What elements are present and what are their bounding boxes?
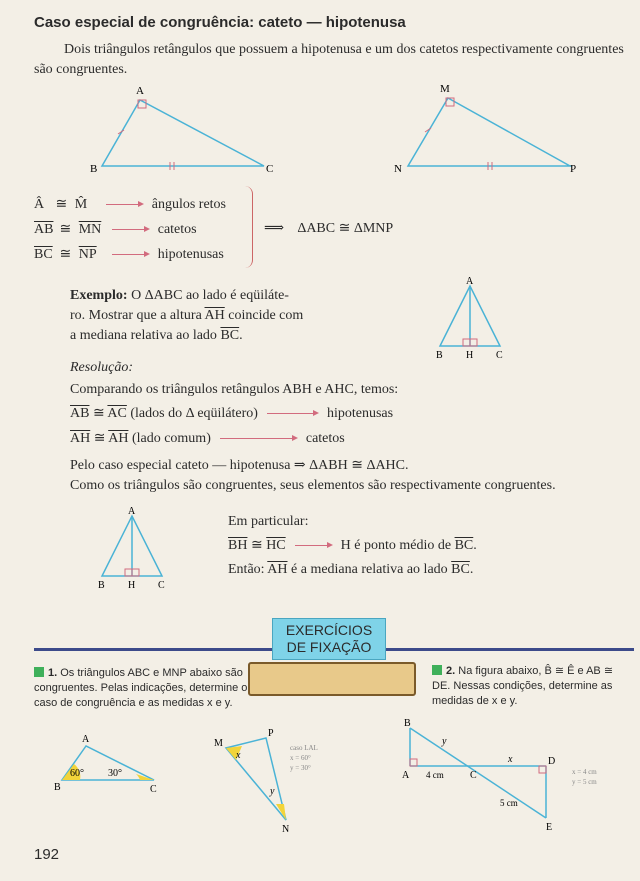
arrow-icon <box>106 204 142 205</box>
resolution-row-hyp: $\overline{AB}$ ≅ $\overline{AC}$ (lados do Δ eqüilátero) hipotenusas <box>70 406 394 421</box>
label-c: C <box>266 163 274 175</box>
arrow-icon <box>220 438 296 439</box>
exercise-1-text: 1. Os triângulos ABC e MNP abaixo são congruentes. Pelas indicações, determine o caso de congruência e as medidas x e y. <box>34 667 248 709</box>
svg-text:60°: 60° <box>70 768 84 779</box>
svg-text:A: A <box>82 734 90 745</box>
section-title: Caso especial de congruência: cateto — hipotenusa <box>34 14 406 31</box>
resolution-label: Resolução: <box>70 360 133 375</box>
svg-text:B: B <box>404 718 411 729</box>
exercise-marker-icon <box>432 665 442 675</box>
svg-text:C: C <box>150 784 157 795</box>
svg-text:x = 60°: x = 60° <box>290 754 311 762</box>
particular-eq: $\overline{BH}$ ≅ $\overline{HC}$ H é ponto médio de $\overline{BC}$. <box>228 538 477 553</box>
svg-text:A: A <box>466 276 474 287</box>
svg-text:A: A <box>128 506 136 517</box>
particular-label: Em particular: <box>228 514 309 529</box>
svg-text:y: y <box>270 786 275 797</box>
exercise-1-figure <box>40 724 330 834</box>
label-p: P <box>570 163 577 175</box>
svg-text:A: A <box>402 770 410 781</box>
svg-text:x: x <box>508 754 513 765</box>
relation-row-legs: $\overline{AB}$ ≅ $\overline{MN}$ catetos <box>34 222 197 237</box>
svg-text:caso LAL: caso LAL <box>290 744 318 752</box>
example-text: Exemplo: O ΔABC ao lado é eqüiláte- ro. Mostrar que a altura $\overline{AH}$ coincide com a mediana relativa ao lado $\overline{BC}$. <box>70 288 304 343</box>
svg-text:P: P <box>268 728 274 739</box>
triangle-mnp <box>394 83 576 175</box>
label-n: N <box>394 163 402 175</box>
svg-text:D: D <box>548 756 556 767</box>
example-label: Exemplo: <box>70 288 128 303</box>
conclusion: ⟹ ΔABC ≅ ΔMNP <box>264 221 394 236</box>
arrow-icon <box>295 545 331 546</box>
svg-text:E: E <box>546 822 553 833</box>
svg-text:C: C <box>158 580 165 591</box>
resolution-line1: Comparando os triângulos retângulos ABH e AHC, temos: <box>70 382 399 397</box>
svg-text:B: B <box>436 350 443 361</box>
typewriter-illustration <box>248 662 416 696</box>
brace <box>244 186 253 268</box>
svg-text:C: C <box>470 770 477 781</box>
exercise-2-text: 2. Na figura abaixo, B̂ ≅ Ê e AB ≅ DE. Nessas condições, determine as medidas de x e y. <box>432 665 614 707</box>
page-number: 192 <box>34 846 60 863</box>
svg-text:4 cm: 4 cm <box>426 770 444 780</box>
label-b: B <box>90 163 98 175</box>
svg-text:y = 30°: y = 30° <box>290 764 311 772</box>
svg-text:B: B <box>98 580 105 591</box>
svg-text:C: C <box>496 350 503 361</box>
arrow-icon <box>267 413 317 414</box>
svg-text:x: x <box>236 750 241 761</box>
exercise-marker-icon <box>34 667 44 677</box>
svg-text:N: N <box>282 824 290 834</box>
svg-text:x = 4 cm: x = 4 cm <box>572 768 597 776</box>
relation-row-hypotenuses: $\overline{BC}$ ≅ $\overline{NP}$ hipotenusas <box>34 247 224 262</box>
resolution-row-leg: $\overline{AH}$ ≅ $\overline{AH}$ (lado comum) catetos <box>70 431 345 446</box>
arrow-icon <box>112 229 148 230</box>
intro-paragraph: Dois triângulos retângulos que possuem a hipotenusa e um dos catetos respectivamente congruentes são congruentes. <box>34 42 624 77</box>
example-triangle <box>432 276 516 362</box>
top-triangles-figure <box>80 80 600 180</box>
svg-text:H: H <box>466 350 474 361</box>
svg-text:M: M <box>214 738 223 749</box>
particular-triangle <box>92 506 176 596</box>
relation-row-angles: Â ≅ M̂ ângulos retos <box>34 197 226 212</box>
svg-text:B: B <box>54 782 61 793</box>
svg-text:5 cm: 5 cm <box>500 798 518 808</box>
particular-final: Então: $\overline{AH}$ é a mediana relativa ao lado $\overline{BC}$. <box>228 562 474 577</box>
resolution-line3: Como os triângulos são congruentes, seus elementos são respectivamente congruentes. <box>70 478 556 493</box>
svg-text:y: y <box>442 736 447 747</box>
exercise-2-figure <box>396 714 632 834</box>
label-a: A <box>136 85 144 97</box>
exercises-badge: EXERCÍCIOS DE FIXAÇÃO <box>272 618 386 660</box>
label-m: M <box>440 83 450 95</box>
arrow-icon <box>112 254 148 255</box>
svg-text:H: H <box>128 580 136 591</box>
svg-text:y = 5 cm: y = 5 cm <box>572 778 597 786</box>
resolution-line2: Pelo caso especial cateto — hipotenusa ⇒ ΔABH ≅ ΔAHC. <box>70 458 409 473</box>
svg-text:30°: 30° <box>108 768 122 779</box>
triangle-abc <box>90 85 273 175</box>
